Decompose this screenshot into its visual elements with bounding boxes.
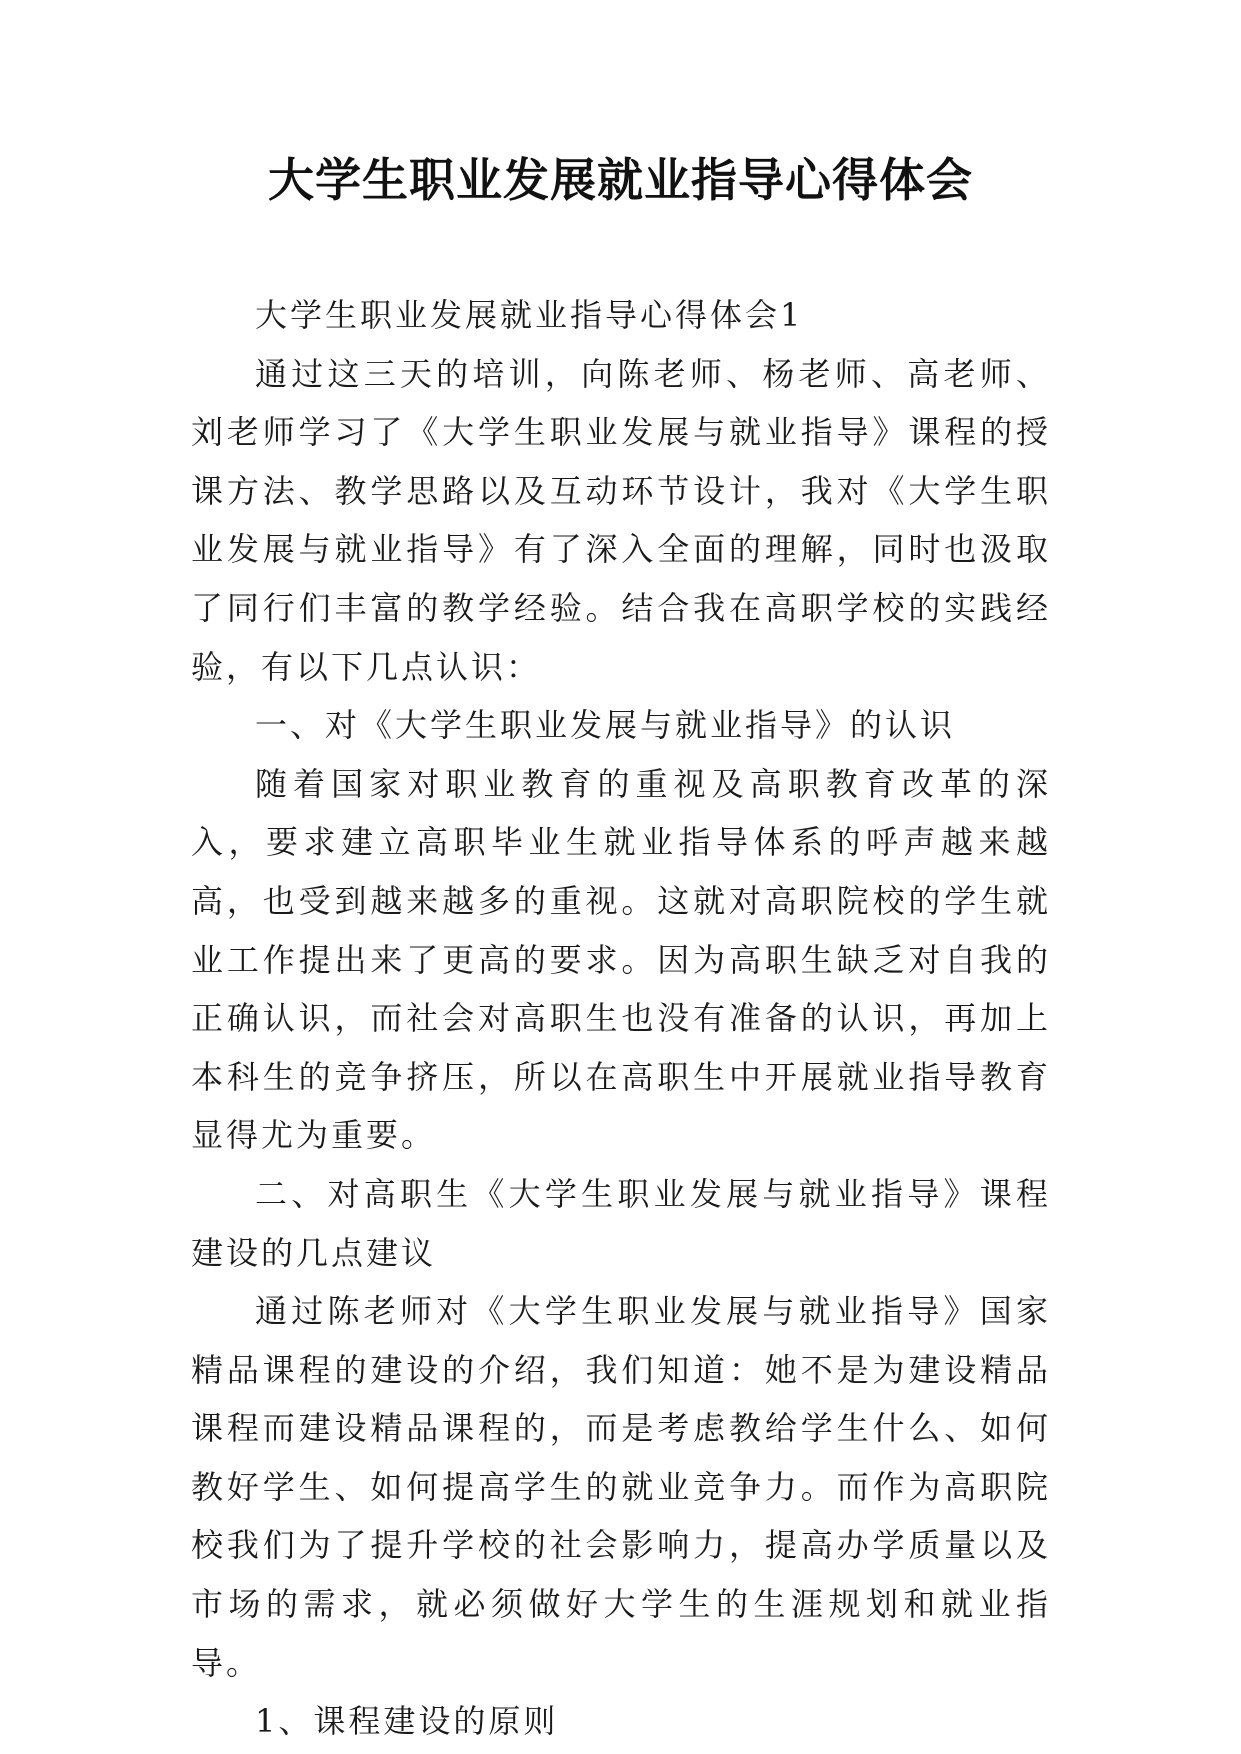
section-heading-1: 一、对《大学生职业发展与就业指导》的认识 [255, 706, 956, 745]
intro-paragraph: 通过这三天的培训，向陈老师、杨老师、高老师、刘老师学习了《大学生职业发展与就业指导》课程的授课方法、教学思路以及互动环节设计，我对《大学生职业发展与就业指导》有了深入全面的理解，同时也汲取了同行们丰富的教学经验。结合我在高职学校的实践经验，有以下几点认识： [191, 354, 1051, 686]
document-body [191, 286, 1051, 1751]
section-heading-2: 二、对高职生《大学生职业发展与就业指导》课程建设的几点建议 [191, 1174, 1051, 1272]
subtitle-paragraph: 大学生职业发展就业指导心得体会1 [255, 296, 804, 334]
body-paragraph: 随着国家对职业教育的重视及高职教育改革的深入，要求建立高职毕业生就业指导体系的呼声越来越高，也受到越来越多的重视。这就对高职院校的学生就业工作提出来了更高的要求。因为高职生缺乏对自我的正确认识，而社会对高职生也没有准备的认识，再加上本科生的竞争挤压，所以在高职生中开展就业指导教育显得尤为重要。 [191, 764, 1051, 1155]
body-paragraph: 通过陈老师对《大学生职业发展与就业指导》国家精品课程的建设的介绍，我们知道：她不是为建设精品课程而建设精品课程的，而是考虑教给学生什么、如何教好学生、如何提高学生的就业竞争力。而作为高职院校我们为了提升学校的社会影响力，提高办学质量以及市场的需求，就必须做好大学生的生涯规划和就业指导。 [191, 1292, 1051, 1682]
subsection-heading: 1、课程建设的原则 [255, 1702, 559, 1741]
document-title: 大学生职业发展就业指导心得体会 [268, 153, 973, 207]
